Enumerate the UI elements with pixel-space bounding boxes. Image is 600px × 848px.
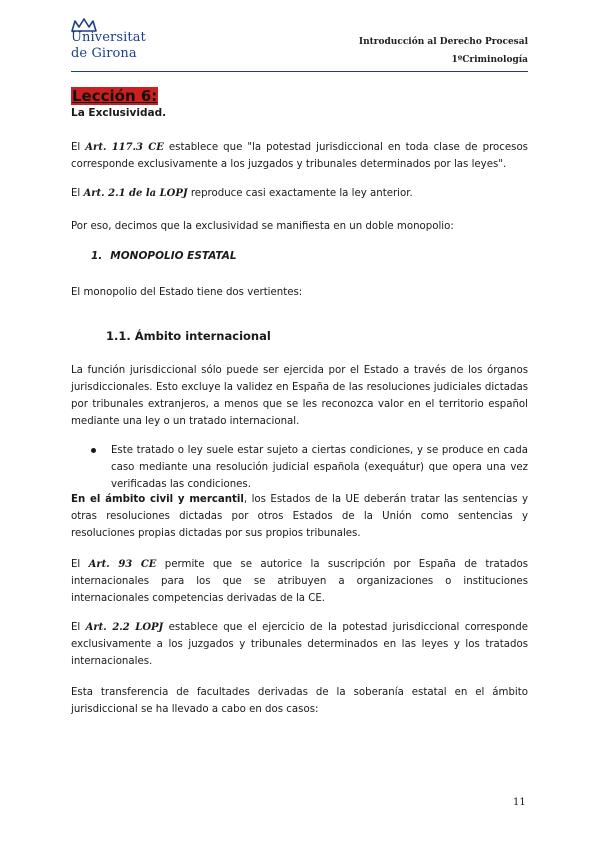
paragraph-art-2-2: El Art. 2.2 LOPJ establece que el ejercicio de la potestad jurisdiccional corresponde exclusivamente a los juzgados y tribunales determinados en las leyes y los tratados internacionales. [71,622,528,667]
paragraph-art-117: El Art. 117.3 CE establece que "la potestad jurisdiccional en toda clase de procesos corresponde exclusivamente a los juzgados y tribunales determinados por las leyes". [71,142,528,170]
header-divider [71,71,528,72]
paragraph-art-lopj: El Art. 2.1 de la LOPJ reproduce casi exactamente la ley anterior. [71,188,413,199]
paragraph-ambito-civil: En el ámbito civil y mercantil, los Estados de la UE deberán tratar las sentencias y otras resoluciones dictadas por otros Estados de la Unión como sentencias y resoluciones propias dictadas por sus propios tribunales. [71,494,528,539]
bullet-icon [91,448,96,453]
lesson-title: Lección 6: [72,87,158,105]
paragraph-vertientes: El monopolio del Estado tiene dos vertientes: [71,287,303,298]
article-reference: Art. 117.3 CE [85,142,164,153]
paragraph-funcion-jurisdiccional: La función jurisdiccional sólo puede ser ejercida por el Estado a través de los órganos jurisdiccionales. Esto excluye la validez en España de las resoluciones judiciales dictadas por tribunales extranjeros, a menos que se les reconozca valor en el territorio español mediante una ley o un tratado internacional. [71,365,528,427]
course-title: Introducción al Derecho Procesal [358,37,528,47]
degree-label: 1ºCriminología [451,55,528,65]
article-reference: Art. 2.2 LOPJ [85,622,164,633]
section-heading-1: 1. MONOPOLIO ESTATAL [91,250,237,262]
lesson-subtitle: La Exclusividad. [71,107,167,119]
paragraph-transferencia: Esta transferencia de facultades derivadas de la soberanía estatal en el ámbito jurisdiccional se ha llevado a cabo en dos casos: [71,687,528,715]
paragraph-doble-monopolio: Por eso, decimos que la exclusividad se manifiesta en un doble monopolio: [71,221,454,232]
university-logo [71,17,151,69]
article-reference: Art. 93 CE [88,559,157,570]
university-name-line1: Universitat [71,30,146,45]
list-item: Este tratado o ley suele estar sujeto a ciertas condiciones, y se produce en cada caso mediante una resolución judicial española (exequátur) que opera una vez verificadas las condiciones. [91,442,528,493]
page-number: 11 [513,797,526,808]
university-name-line2: de Girona [71,46,137,61]
paragraph-art-93: El Art. 93 CE permite que se autorice la suscripción por España de tratados internacionales para los que se atribuyen a organizaciones o instituciones internacionales competencias derivadas de la CE. [71,559,529,604]
section-heading-1-1: 1.1. Ámbito internacional [106,329,271,343]
article-reference: Art. 2.1 de la LOPJ [83,188,188,199]
